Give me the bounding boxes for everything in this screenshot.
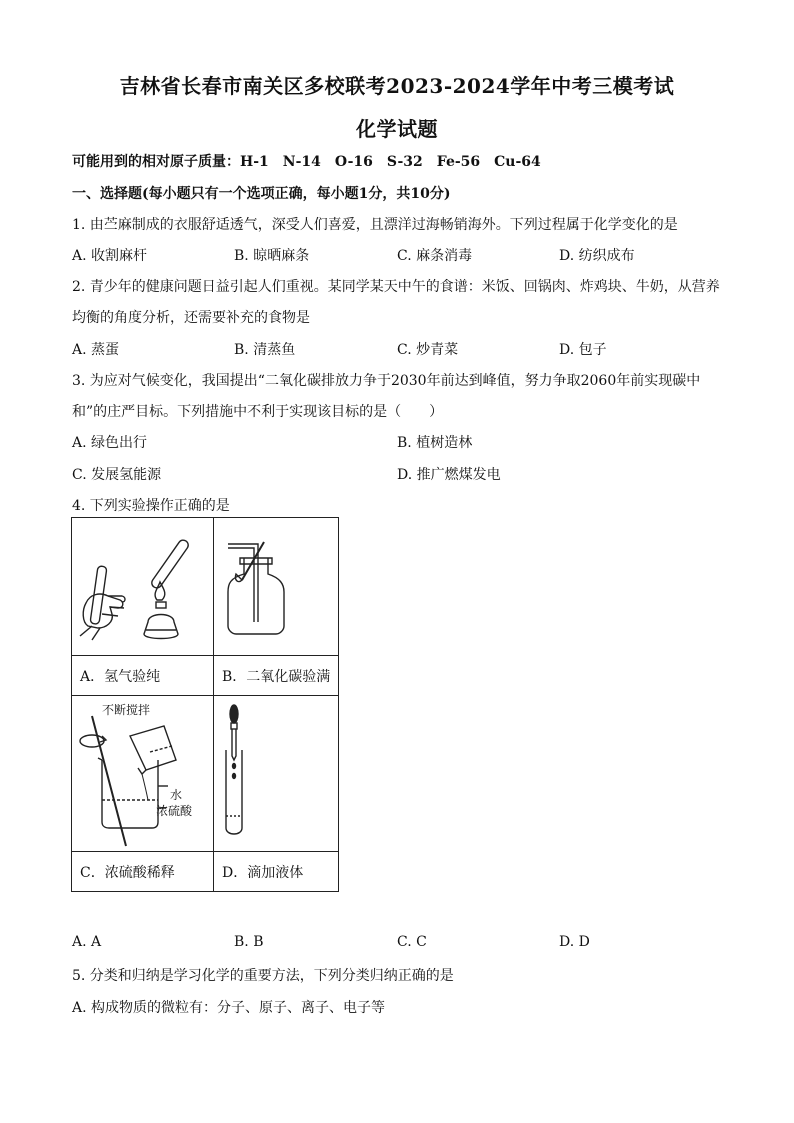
q2-option-c[interactable]: C. 炒青菜 (397, 342, 459, 358)
q3-option-c[interactable]: C. 发展氢能源 (72, 467, 162, 483)
figure-c-caption: C．浓硫酸稀释 (72, 852, 214, 892)
q2-option-a[interactable]: A. 蒸蛋 (72, 342, 120, 358)
q1-option-a[interactable]: A. 收割麻杆 (72, 248, 148, 264)
hydrogen-purity-test-illustration (72, 518, 213, 655)
q2-option-d[interactable]: D. 包子 (559, 342, 607, 358)
q4-option-b[interactable]: B. B (234, 934, 264, 950)
figure-a-cell (72, 518, 214, 656)
acid-dilution-illustration (72, 696, 213, 851)
figure-d-caption: D．滴加液体 (214, 852, 339, 892)
q1-option-c[interactable]: C. 麻条消毒 (397, 248, 473, 264)
co2-full-test-illustration (214, 518, 338, 655)
q1-option-d[interactable]: D. 纺织成布 (559, 248, 635, 264)
q4-option-d[interactable]: D. D (559, 934, 590, 950)
figure-c-label-acid: 浓硫酸 (156, 804, 193, 818)
q1-option-b[interactable]: B. 晾晒麻条 (234, 248, 310, 264)
experiment-figure-table (71, 517, 339, 892)
q2-option-b[interactable]: B. 清蒸鱼 (234, 342, 296, 358)
figure-b-cell (214, 518, 339, 656)
figure-d-cell (214, 696, 339, 852)
figure-b-caption: B．二氧化碳验满 (214, 656, 339, 696)
question-2-stem-line2: 均衡的角度分析，还需要补充的食物是 (72, 310, 310, 326)
figure-a-caption: A．氢气验纯 (72, 656, 214, 696)
section-heading: 一、选择题(每小题只有一个选项正确，每小题1分，共10分) (72, 186, 451, 202)
q5-option-a[interactable]: A. 构成物质的微粒有：分子、原子、离子、电子等 (72, 1000, 386, 1016)
atomic-masses: 可能用到的相对原子质量：H-1 N-14 O-16 S-32 Fe-56 Cu-64 (72, 154, 541, 170)
q3-option-a[interactable]: A. 绿色出行 (72, 435, 148, 451)
question-2-stem-line1: 2. 青少年的健康问题日益引起人们重视。某同学某天中午的食谱：米饭、回锅肉、炸鸡块、牛奶，从营养 (72, 279, 720, 295)
figure-c-label-water: 水 (170, 788, 183, 802)
question-3-stem-line2: 和”的庄严目标。下列措施中不利于实现该目标的是（ ） (72, 404, 444, 420)
q4-option-a[interactable]: A. A (72, 934, 102, 950)
figure-c-label-stir: 不断搅拌 (102, 703, 151, 717)
question-3-stem-line1: 3. 为应对气候变化，我国提出“二氧化碳排放力争于2030年前达到峰值，努力争取2060年前实现碳中 (72, 373, 701, 389)
page-title: 吉林省长春市南关区多校联考2023-2024学年中考三模考试 (119, 74, 675, 98)
figure-c-cell (72, 696, 214, 852)
q3-option-b[interactable]: B. 植树造林 (397, 435, 473, 451)
question-4-stem: 4. 下列实验操作正确的是 (72, 498, 230, 514)
dropper-illustration (214, 696, 338, 851)
page-subtitle: 化学试题 (356, 117, 438, 141)
q4-option-c[interactable]: C. C (397, 934, 427, 950)
question-1-stem: 1. 由苎麻制成的衣服舒适透气，深受人们喜爱，且漂洋过海畅销海外。下列过程属于化学变化的是 (72, 217, 678, 233)
q3-option-d[interactable]: D. 推广燃煤发电 (397, 467, 501, 483)
question-5-stem: 5. 分类和归纳是学习化学的重要方法，下列分类归纳正确的是 (72, 968, 454, 984)
